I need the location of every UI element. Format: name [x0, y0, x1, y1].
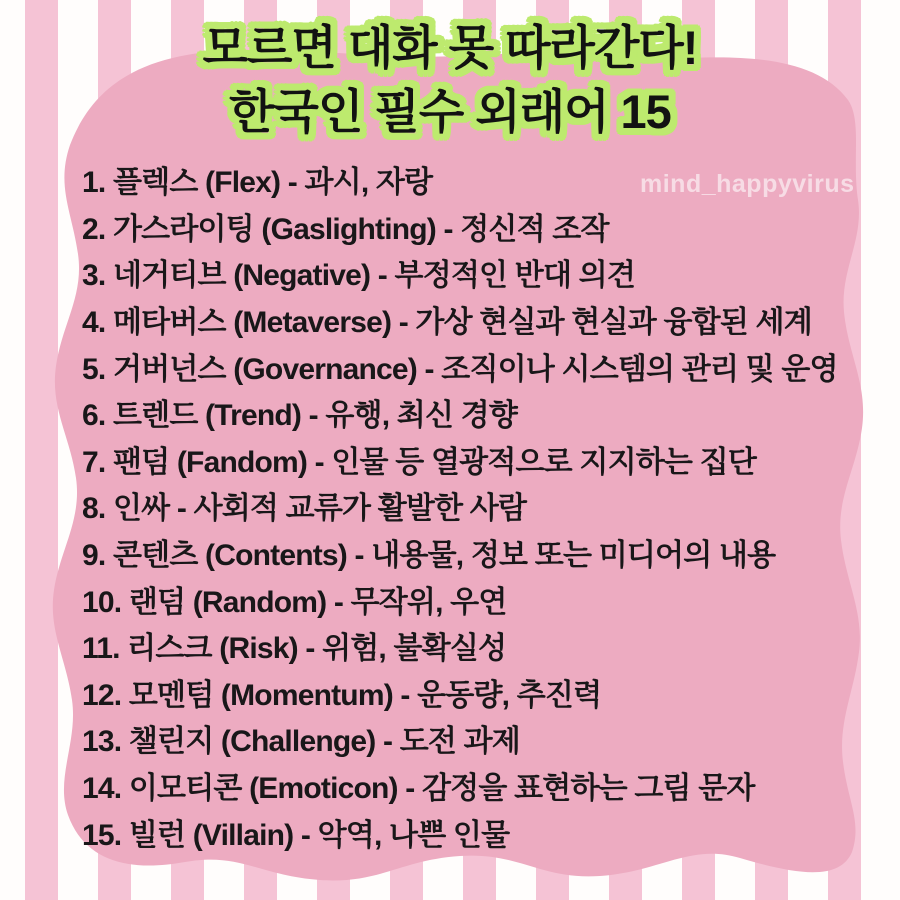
poster-title — [0, 16, 900, 144]
list-item: 7. 팬덤 (Fandom) - 인물 등 열광적으로 지지하는 집단 — [82, 445, 757, 479]
list-item: 11. 리스크 (Risk) - 위험, 불확실성 — [82, 632, 507, 666]
list-item: 4. 메타버스 (Metaverse) - 가상 현실과 현실과 융합된 세계 — [82, 306, 812, 340]
list-item: 14. 이모티콘 (Emoticon) - 감정을 표현하는 그림 문자 — [82, 772, 755, 806]
list-item: 10. 랜덤 (Random) - 무작위, 우연 — [82, 585, 507, 619]
title-line-2: 한국인 필수 외래어 15 — [229, 85, 671, 138]
list-item: 13. 챌린지 (Challenge) - 도전 과제 — [82, 725, 520, 759]
list-item: 1. 플렉스 (Flex) - 과시, 자랑 — [82, 166, 433, 200]
list-item: 12. 모멘텀 (Momentum) - 운동량, 추진력 — [82, 678, 602, 712]
list-item: 8. 인싸 - 사회적 교류가 활발한 사람 — [82, 492, 527, 526]
list-item: 9. 콘텐츠 (Contents) - 내용물, 정보 또는 미디어의 내용 — [82, 539, 776, 573]
list-item: 15. 빌런 (Villain) - 악역, 나쁜 인물 — [82, 818, 510, 852]
list-item: 6. 트렌드 (Trend) - 유행, 최신 경향 — [82, 399, 518, 433]
title-line-1: 모르면 대화 못 따라간다! — [202, 21, 698, 74]
list-item: 3. 네거티브 (Negative) - 부정적인 반대 의견 — [82, 259, 636, 293]
list-item: 5. 거버넌스 (Governance) - 조직이나 시스템의 관리 및 운영 — [82, 352, 838, 386]
watermark: mind_happyvirus — [640, 170, 855, 198]
loanword-list — [82, 156, 872, 855]
list-item: 2. 가스라이팅 (Gaslighting) - 정신적 조작 — [82, 212, 609, 246]
